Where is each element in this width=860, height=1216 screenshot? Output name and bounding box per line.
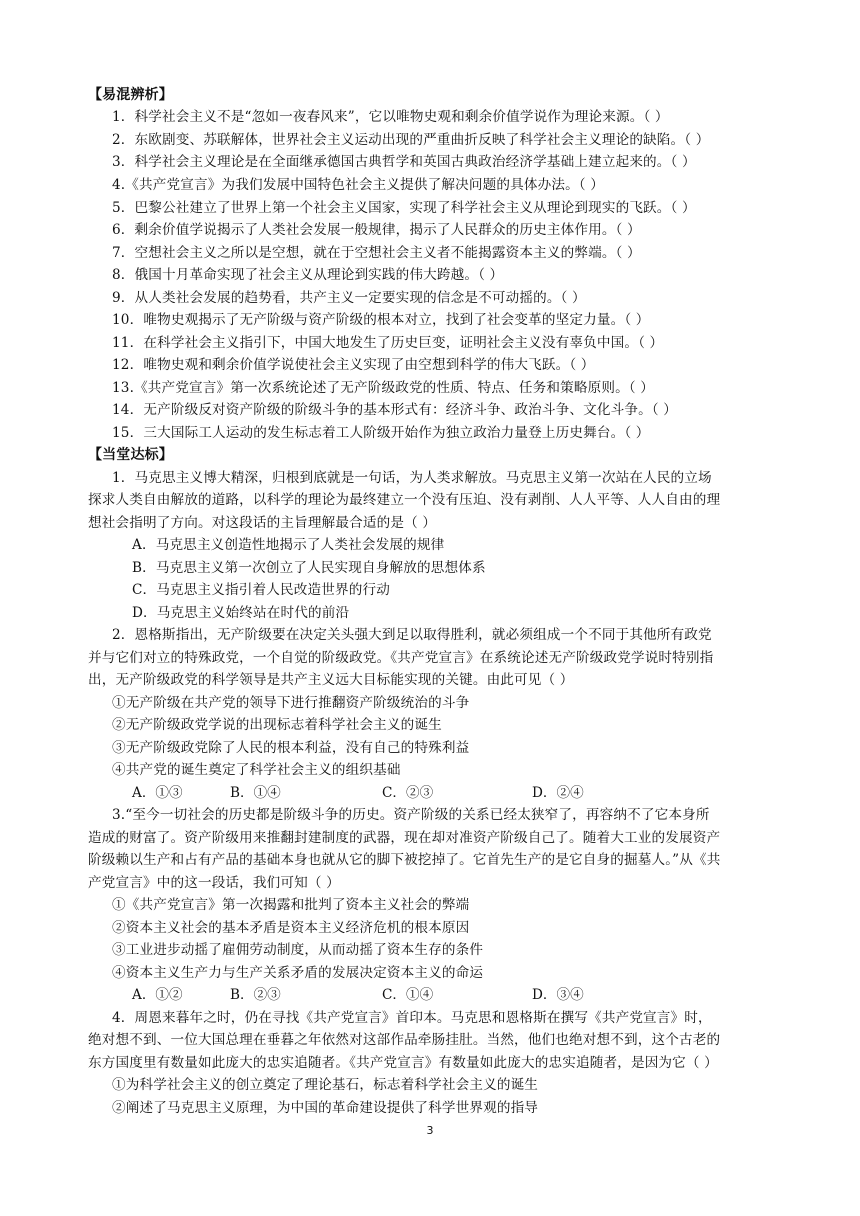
q1-text-line-1: 1．马克思主义博大精深，归根到底就是一句话，为人类求解放。马克思主义第一次站在人民的立场 xyxy=(112,470,712,486)
q1-option-a: A．马克思主义创造性地揭示了人类社会发展的规律 xyxy=(132,537,445,553)
confusion-item-8: 8．俄国十月革命实现了社会主义从理论到实践的伟大跨越。（ ） xyxy=(112,267,504,283)
q3-statement-3: ③工业进步动摇了雇佣劳动制度，从而动摇了资本生存的条件 xyxy=(112,942,484,958)
page-number: 3 xyxy=(426,1124,434,1137)
q2-text-line-3: 出，无产阶级政党的科学领导是共产主义远大目标能实现的关键。由此可见（ ） xyxy=(88,672,574,688)
q2-statement-1: ①无产阶级在共产党的领导下进行推翻资产阶级统治的斗争 xyxy=(112,695,470,711)
confusion-item-9: 9．从人类社会发展的趋势看，共产主义一定要实现的信念是不可动摇的。（ ） xyxy=(112,290,586,306)
confusion-item-13: 13.《共产党宣言》第一次系统论述了无产阶级政党的性质、特点、任务和策略原则。（ ） xyxy=(112,380,654,396)
q2-text-line-1: 2．恩格斯指出，无产阶级要在决定关头强大到足以取得胜利，就必须组成一个不同于其他所有政党 xyxy=(112,627,712,643)
q1-text-line-3: 想社会指明了方向。对这段话的主旨理解最合适的是（ ） xyxy=(88,515,437,531)
confusion-item-4: 4.《共产党宣言》为我们发展中国特色社会主义提供了解决问题的具体办法。（ ） xyxy=(112,177,604,193)
q2-option-b: B．①④ xyxy=(230,785,281,801)
q2-statement-4: ④共产党的诞生奠定了科学社会主义的组织基础 xyxy=(112,762,401,778)
section-title-confusion: 【易混辨析】 xyxy=(88,87,173,103)
confusion-item-14: 14．无产阶级反对资产阶级的阶级斗争的基本形式有：经济斗争、政治斗争、文化斗争。（ ） xyxy=(112,402,678,418)
q3-option-d: D．③④ xyxy=(532,987,584,1003)
confusion-item-5: 5．巴黎公社建立了世界上第一个社会主义国家，实现了科学社会主义从理论到现实的飞跃。（ ） xyxy=(112,200,696,216)
q3-statement-4: ④资本主义生产力与生产关系矛盾的发展决定资本主义的命运 xyxy=(112,965,484,981)
q3-option-c: C．①④ xyxy=(382,987,434,1003)
q4-text-line-3: 东方国度里有数量如此庞大的忠实追随者。《共产党宣言》有数量如此庞大的忠实追随者，是因为它（ ） xyxy=(88,1055,718,1071)
q3-text-line-4: 产党宣言》中的这一段话，我们可知（ ） xyxy=(88,875,340,891)
q3-statement-1: ①《共产党宣言》第一次揭露和批判了资本主义社会的弊端 xyxy=(112,897,470,913)
q4-statement-2: ②阐述了马克思主义原理，为中国的革命建设提供了科学世界观的指导 xyxy=(112,1100,539,1116)
confusion-item-12: 12．唯物史观和剩余价值学说使社会主义实现了由空想到科学的伟大飞跃。（ ） xyxy=(112,357,595,373)
q1-option-c: C．马克思主义指引着人民改造世界的行动 xyxy=(132,582,390,598)
q2-statement-2: ②无产阶级政党学说的出现标志着科学社会主义的诞生 xyxy=(112,717,442,733)
q3-text-line-1: 3.“至今一切社会的历史都是阶级斗争的历史。资产阶级的关系已经太狭窄了，再容纳不了它本身所 xyxy=(112,807,710,823)
q2-text-line-2: 并与它们对立的特殊政党，一个自觉的阶级政党。《共产党宣言》在系统论述无产阶级政党学说时特别指 xyxy=(88,650,714,666)
section-title-practice: 【当堂达标】 xyxy=(88,447,173,463)
confusion-item-11: 11．在科学社会主义指引下，中国大地发生了历史巨变，证明社会主义没有辜负中国。（ ） xyxy=(112,335,664,351)
q2-statement-3: ③无产阶级政党除了人民的根本利益，没有自己的特殊利益 xyxy=(112,740,470,756)
q3-statement-2: ②资本主义社会的基本矛盾是资本主义经济危机的根本原因 xyxy=(112,920,470,936)
confusion-item-2: 2．东欧剧变、苏联解体，世界社会主义运动出现的严重曲折反映了科学社会主义理论的缺陷。（ ） xyxy=(112,132,710,148)
q2-option-d: D．②④ xyxy=(532,785,584,801)
confusion-item-6: 6．剩余价值学说揭示了人类社会发展一般规律，揭示了人民群众的历史主体作用。（ ） xyxy=(112,222,641,238)
q1-option-b: B．马克思主义第一次创立了人民实现自身解放的思想体系 xyxy=(132,560,486,576)
q1-text-line-2: 探求人类自由解放的道路，以科学的理论为最终建立一个没有压迫、没有剥削、人人平等、人人自由的理 xyxy=(88,492,721,508)
confusion-item-3: 3．科学社会主义理论是在全面继承德国古典哲学和英国古典政治经济学基础上建立起来的。（ ） xyxy=(112,154,696,170)
q3-text-line-3: 阶级赖以生产和占有产品的基础本身也就从它的脚下被挖掉了。它首先生产的是它自身的掘墓人。”从《共 xyxy=(88,852,721,868)
q3-text-line-2: 造成的财富了。资产阶级用来推翻封建制度的武器，现在却对准资产阶级自己了。随着大工业的发展资产 xyxy=(88,830,721,846)
q4-text-line-2: 绝对想不到、一位大国总理在垂暮之年依然对这部作品牵肠挂肚。当然，他们也绝对想不到，这个古老的 xyxy=(88,1032,721,1048)
q3-option-b: B．②③ xyxy=(230,987,281,1003)
confusion-item-1: 1．科学社会主义不是“忽如一夜春风来”，它以唯物史观和剩余价值学说作为理论来源。（ ） xyxy=(112,109,669,125)
q4-statement-1: ①为科学社会主义的创立奠定了理论基石，标志着科学社会主义的诞生 xyxy=(112,1077,539,1093)
confusion-item-7: 7．空想社会主义之所以是空想，就在于空想社会主义者不能揭露资本主义的弊端。（ ） xyxy=(112,245,641,261)
q3-option-a: A．①② xyxy=(132,987,183,1003)
q2-option-c: C．②③ xyxy=(382,785,434,801)
confusion-item-15: 15．三大国际工人运动的发生标志着工人阶级开始作为独立政治力量登上历史舞台。（ ） xyxy=(112,425,650,441)
q2-option-a: A．①③ xyxy=(132,785,183,801)
q4-text-line-1: 4．周恩来暮年之时，仍在寻找《共产党宣言》首印本。马克思和恩格斯在撰写《共产党宣言》时， xyxy=(112,1010,712,1026)
q1-option-d: D．马克思主义始终站在时代的前沿 xyxy=(132,605,350,621)
confusion-item-10: 10．唯物史观揭示了无产阶级与资产阶级的根本对立，找到了社会变革的坚定力量。（ ） xyxy=(112,312,650,328)
